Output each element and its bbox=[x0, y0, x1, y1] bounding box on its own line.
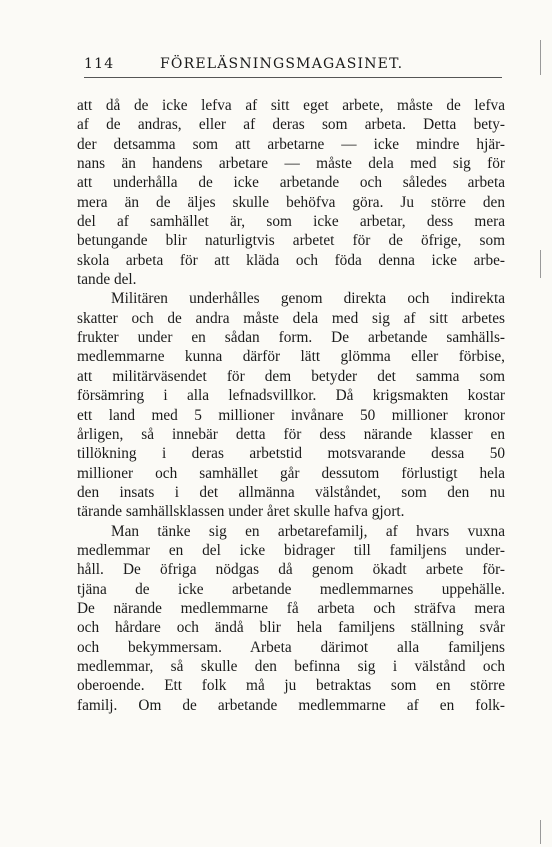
text-line: mera än de äljes skulle behöfva göra. Ju större den bbox=[77, 193, 505, 211]
page-number: 114 bbox=[84, 56, 115, 72]
text-line: att militärväsendet för dem betyder det samma som bbox=[77, 367, 505, 385]
paragraph-1 bbox=[77, 96, 505, 289]
text-line: tillökning i deras arbetstid motsvarande dessa 50 bbox=[77, 445, 505, 463]
margin-mark bbox=[540, 40, 541, 75]
text-line: del af samhället är, som icke arbetar, dess mera bbox=[77, 213, 505, 231]
text-line: nans än handens arbetare — måste dela med sig för bbox=[77, 155, 505, 173]
text-line: håll. De öfriga nödgas då genom ökadt arbete för- bbox=[77, 561, 505, 579]
text-line: Man tänke sig en arbetarefamilj, af hvars vuxna bbox=[111, 522, 505, 540]
text-line: tjäna de icke arbetande medlemmarnes uppehälle. bbox=[77, 580, 505, 598]
text-line: betungande blir naturligtvis arbetet för de öfrige, som bbox=[77, 232, 505, 250]
text-line: medlemmar en del icke bidrager till familjens under- bbox=[77, 541, 505, 559]
text-line: millioner och samhället går dessutom förlustigt hela bbox=[77, 464, 505, 482]
paragraph-3 bbox=[77, 522, 505, 715]
text-line: af de andras, eller af deras som arbeta. Detta bety- bbox=[77, 116, 505, 134]
text-line: frukter under en sådan form. De arbetande samhälls- bbox=[77, 329, 505, 347]
text-line: oberoende. Ett folk må ju betraktas som en större bbox=[77, 677, 505, 695]
text-line: De närande medlemmarne få arbeta och sträfva mera bbox=[77, 599, 505, 617]
running-title: FÖRELÄSNINGSMAGASINET. bbox=[160, 56, 404, 72]
margin-mark bbox=[540, 250, 541, 278]
text-line: att underhålla de icke arbetande och således arbeta bbox=[77, 174, 505, 192]
text-line: den insats i det allmänna välståndet, som den nu bbox=[77, 483, 505, 501]
text-line: tande del. bbox=[77, 271, 137, 289]
paragraph-2 bbox=[77, 289, 505, 521]
text-line: der detsamma som att arbetarne — icke mindre hjär- bbox=[77, 135, 505, 153]
text-line: tärande samhällsklassen under året skulle hafva gjort. bbox=[77, 503, 405, 521]
text-line: att då de icke lefva af sitt eget arbete, måste de lefva bbox=[77, 97, 505, 114]
text-line: skola arbeta för att kläda och föda denna icke arbe- bbox=[77, 251, 505, 269]
text-line: medlemmar, så skulle den befinna sig i välstånd och bbox=[77, 657, 505, 675]
header-rule bbox=[84, 77, 502, 78]
text-line: medlemmarne kunna därför lätt glömma eller förbise, bbox=[77, 348, 505, 366]
text-line: och bekymmersam. Arbeta därimot alla familjens bbox=[77, 638, 505, 656]
text-line: ett land med 5 millioner invånare 50 millioner kronor bbox=[77, 406, 505, 424]
text-line: försämring i alla lefnadsvillkor. Då krigsmakten kostar bbox=[77, 387, 505, 405]
margin-mark bbox=[540, 820, 541, 844]
text-line: Militären underhålles genom direkta och indirekta bbox=[111, 290, 505, 308]
text-line: skatter och de andra måste dela med sig af sitt arbetes bbox=[77, 309, 505, 327]
text-line: och hårdare och ändå blir hela familjens ställning svår bbox=[77, 619, 505, 637]
text-line: familj. Om de arbetande medlemmarne af en folk- bbox=[77, 696, 505, 714]
text-line: årligen, så innebär detta för dess närande klasser en bbox=[77, 425, 505, 443]
body-text bbox=[77, 96, 505, 715]
